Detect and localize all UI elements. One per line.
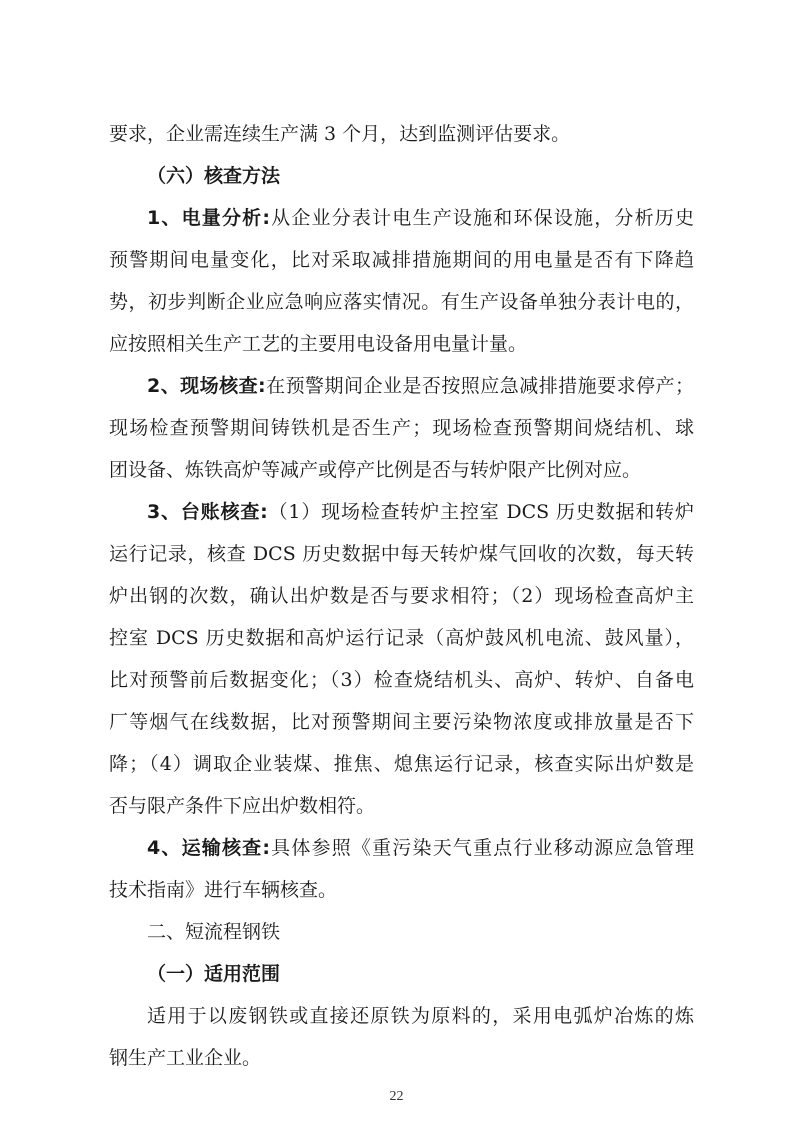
paragraph-line: 技术指南》进行车辆核查。 (109, 879, 338, 901)
paragraph-line: 团设备、炼铁高炉等减产或停产比例是否与转炉限产比例对应。 (109, 459, 642, 481)
paragraph-line: 势，初步判断企业应急响应落实情况。有生产设备单独分表计电的， (109, 291, 694, 313)
paragraph-line (147, 835, 694, 861)
paragraph-text: 在预警期间企业是否按照应急减排措施要求停产； (265, 375, 694, 397)
paragraph-line (147, 499, 694, 525)
paragraph-line: 应按照相关生产工艺的主要用电设备用电量计量。 (109, 333, 528, 355)
paragraph-line: 否与限产条件下应出炉数相符。 (109, 795, 376, 817)
paragraph-line: 现场检查预警期间铸铁机是否生产；现场检查预警期间烧结机、球 (109, 417, 694, 439)
paragraph-line: 降；（4）调取企业装煤、推焦、熄焦运行记录，核查实际出炉数是 (109, 753, 694, 775)
paragraph-line: 要求，企业需连续生产满 3 个月，达到监测评估要求。 (109, 123, 571, 145)
paragraph-text: 从企业分表计电生产设施和环保设施，分析历史 (269, 207, 694, 229)
paragraph-line: 比对预警前后数据变化；（3）检查烧结机头、高炉、转炉、自备电 (109, 669, 694, 691)
paragraph-line (147, 205, 694, 231)
paragraph-line: 炉出钢的次数，确认出炉数是否与要求相符；（2）现场检查高炉主 (109, 585, 694, 607)
paragraph-text: （1）现场检查转炉主控室 DCS 历史数据和转炉 (267, 501, 694, 523)
section-heading-methods: （六）核查方法 (147, 165, 281, 187)
paragraph-line: 运行记录，核查 DCS 历史数据中每天转炉煤气回收的次数，每天转 (109, 543, 694, 565)
subsection-heading-scope: （一）适用范围 (147, 963, 281, 985)
item-lead-transport: 4、运输核查: (147, 837, 270, 859)
paragraph-text: 具体参照《重污染天气重点行业移动源应急管理 (269, 837, 694, 859)
paragraph-line: 控室 DCS 历史数据和高炉运行记录（高炉鼓风机电流、鼓风量）， (109, 627, 694, 649)
paragraph-line: 厂等烟气在线数据，比对预警期间主要污染物浓度或排放量是否下 (109, 711, 694, 733)
paragraph-line (147, 373, 694, 399)
item-lead-ledger: 3、台账核查: (147, 501, 268, 523)
section-heading-short-process-steel: 二、短流程钢铁 (147, 921, 281, 943)
item-lead-onsite: 2、现场核查: (147, 375, 266, 397)
page-number: 22 (389, 1089, 404, 1104)
paragraph-line: 钢生产工业企业。 (109, 1047, 262, 1069)
paragraph-line: 适用于以废钢铁或直接还原铁为原料的，采用电弧炉冶炼的炼 (147, 1005, 694, 1027)
item-lead-electricity: 1、电量分析: (147, 207, 270, 229)
paragraph-line: 预警期间电量变化，比对采取减排措施期间的用电量是否有下降趋 (109, 249, 694, 271)
